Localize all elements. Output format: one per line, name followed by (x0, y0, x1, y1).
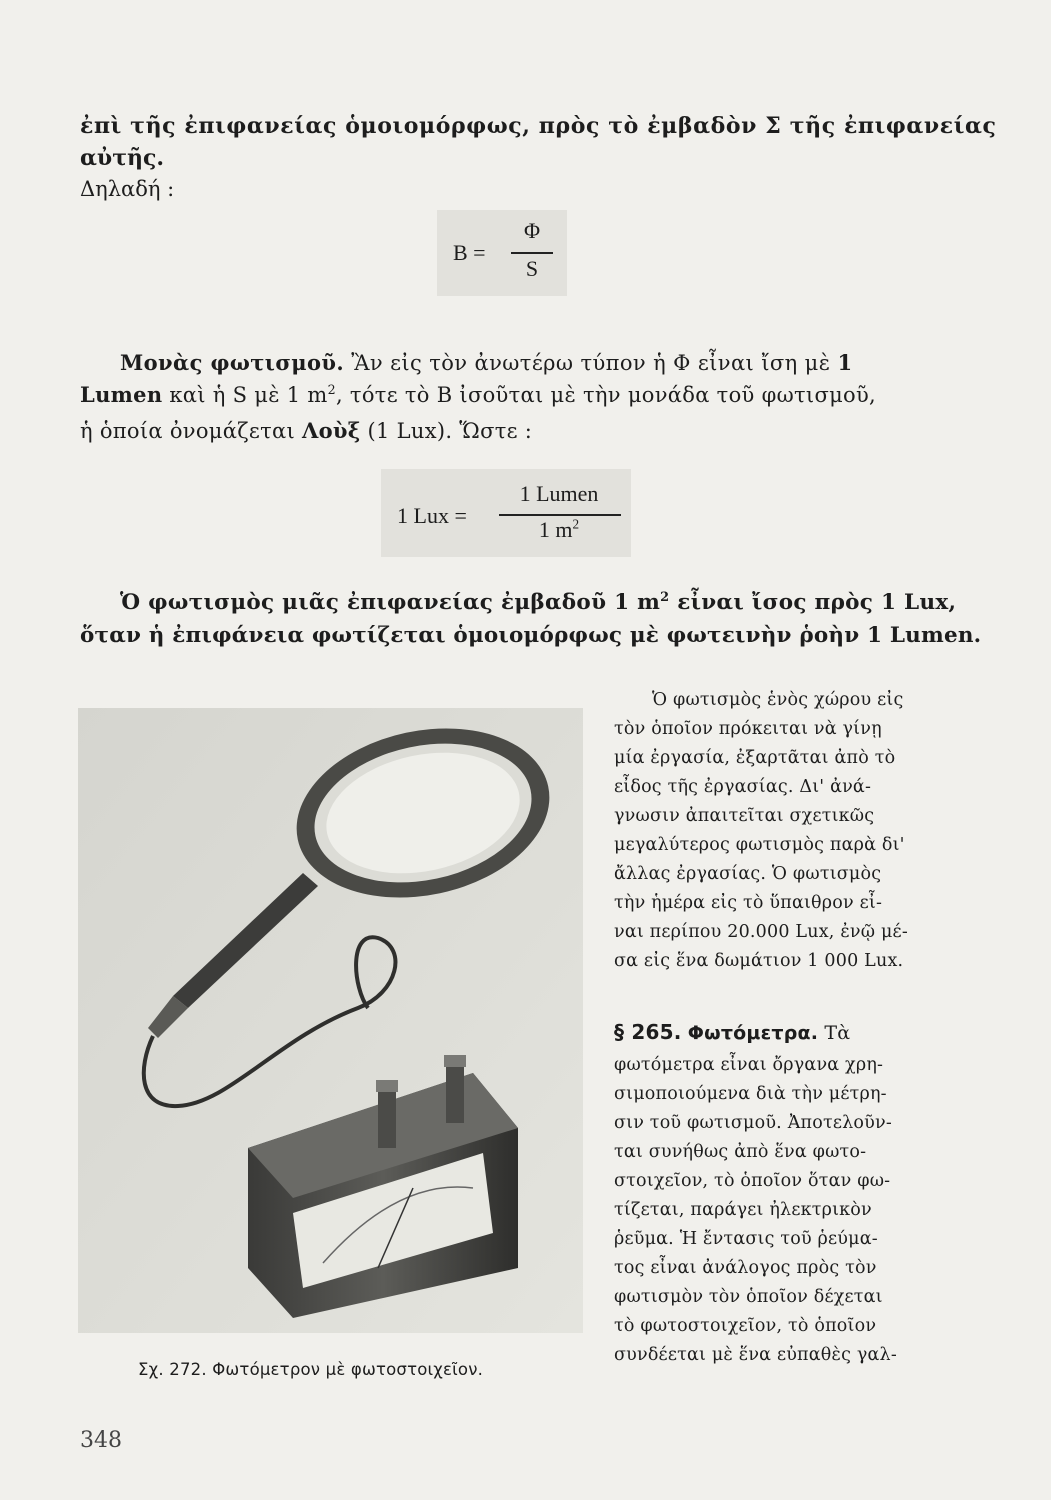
fraction-bar (499, 514, 621, 516)
unit-line-1-bold: 1 (837, 350, 853, 375)
rc-p2-line: τος εἶναι ἀνάλογος πρὸς τὸν (614, 1258, 877, 1278)
unit-line-3-a: ἡ ὁποία ὀνομάζεται (80, 419, 302, 443)
photometer-photo (78, 708, 583, 1333)
formula-1 (437, 210, 567, 296)
unit-line-2-b: , τότε τὸ B ἰσοῦται μὲ τὴν μονάδα τοῦ φωτισμοῦ, (335, 383, 877, 407)
formula-2-numerator: 1 Lumen (519, 481, 599, 506)
formula-2-denominator-sup: 2 (572, 516, 580, 532)
rc-p2-line: ται συνήθως ἀπὸ ἕνα φωτο- (614, 1142, 867, 1162)
unit-line-3-b: (1 Lux). Ὥστε : (360, 419, 533, 443)
unit-heading: Μονὰς φωτισμοῦ. (120, 350, 345, 375)
rc-p2-line: σιν τοῦ φωτισμοῦ. Ἀποτελοῦν- (614, 1113, 892, 1133)
rc-p1-line: σα εἰς ἕνα δωμάτιον 1 000 Lux. (614, 951, 904, 971)
definition-line-1-a: Ὁ φωτισμὸς μιᾶς ἐπιφανείας ἐμβαδοῦ 1 m (120, 590, 661, 615)
rc-p2-line: φωτισμὸν τὸν ὁποῖον δέχεται (614, 1287, 883, 1307)
definition-sup: 2 (660, 589, 670, 605)
formula-2-denominator (497, 517, 621, 543)
rc-p1-line: ἄλλας ἐργασίας. Ὁ φωτισμὸς (614, 864, 882, 884)
section-first-rest: Τὰ (818, 1022, 851, 1044)
rc-p1-line: Ὁ φωτισμὸς ἑνὸς χώρου εἰς (652, 690, 904, 710)
unit-line-2-a: καὶ ἡ S μὲ 1 m (162, 383, 328, 407)
definition-line-2: ὅταν ἡ ἐπιφάνεια φωτίζεται ὁμοιομόρφως μὲ φωτεινὴν ῥοὴν 1 Lumen. (80, 623, 982, 648)
formula-2-denominator-base: 1 m (538, 517, 573, 542)
rc-p2-line: σιμοποιούμενα διὰ τὴν μέτρη- (614, 1084, 887, 1104)
rc-p2-line: φωτόμετρα εἶναι ὄργανα χρη- (614, 1055, 884, 1075)
intro-line-3: Δηλαδή : (80, 177, 175, 201)
lux-term: Λοὺξ (302, 418, 361, 443)
section-heading (614, 1020, 850, 1044)
figure-caption: Σχ. 272. Φωτόμετρον μὲ φωτοστοιχεῖον. (138, 1360, 484, 1379)
rc-p1-line: τὴν ἡμέρα εἰς τὸ ὕπαιθρον εἶ- (614, 893, 883, 913)
formula-1-numerator: Φ (523, 218, 541, 243)
rc-p1-line: μία ἐργασία, ἐξαρτᾶται ἀπὸ τὸ (614, 748, 896, 768)
unit-line-1-text: Ἂν εἰς τὸν ἀνωτέρω τύπον ἡ Φ εἶναι ἴση μὲ (344, 351, 831, 375)
unit-line-3 (80, 418, 532, 443)
definition-line-1 (120, 590, 956, 615)
rc-p2-line: ῥεῦμα. Ἡ ἔντασις τοῦ ῥεύμα- (614, 1229, 878, 1249)
fraction-bar (511, 252, 553, 254)
lumen-term: Lumen (80, 382, 163, 407)
page-number: 348 (80, 1428, 122, 1453)
formula-2-lhs: 1 Lux = (397, 503, 467, 528)
section-number: § 265. (614, 1020, 682, 1044)
formula-2 (381, 469, 631, 557)
unit-line-2-sup: 2 (327, 382, 336, 397)
rc-p2-line: τίζεται, παράγει ἠλεκτρικὸν (614, 1200, 872, 1220)
unit-line-2 (80, 382, 876, 407)
intro-line-1: ἐπὶ τῆς ἐπιφανείας ὁμοιομόρφως, πρὸς τὸ ἐμβαδὸν Σ τῆς ἐπιφανείας (80, 113, 997, 139)
section-title: Φωτόμετρα. (687, 1022, 819, 1044)
rc-p1-line: εἶδος τῆς ἐργασίας. Δι' ἀνά- (614, 777, 872, 797)
intro-line-2: αὐτῆς. (80, 145, 165, 171)
rc-p1-line: τὸν ὁποῖον πρόκειται νὰ γίνῃ (614, 719, 882, 739)
formula-1-denominator: S (525, 256, 539, 281)
unit-line-1 (120, 350, 852, 375)
rc-p1-line: ναι περίπου 20.000 Lux, ἐνῷ μέ- (614, 922, 908, 942)
formula-1-lhs: B = (453, 240, 486, 265)
rc-p1-line: γνωσιν ἀπαιτεῖται σχετικῶς (614, 806, 875, 826)
definition-line-1-b: εἶναι ἴσος πρὸς 1 Lux, (669, 590, 957, 615)
rc-p2-line: συνδέεται μὲ ἕνα εὐπαθὲς γαλ- (614, 1345, 897, 1365)
photometer-illustration (78, 708, 583, 1333)
rc-p2-line: στοιχεῖον, τὸ ὁποῖον ὅταν φω- (614, 1171, 891, 1191)
rc-p2-line: τὸ φωτοστοιχεῖον, τὸ ὁποῖον (614, 1316, 877, 1336)
rc-p1-line: μεγαλύτερος φωτισμὸς παρὰ δι' (614, 835, 905, 855)
